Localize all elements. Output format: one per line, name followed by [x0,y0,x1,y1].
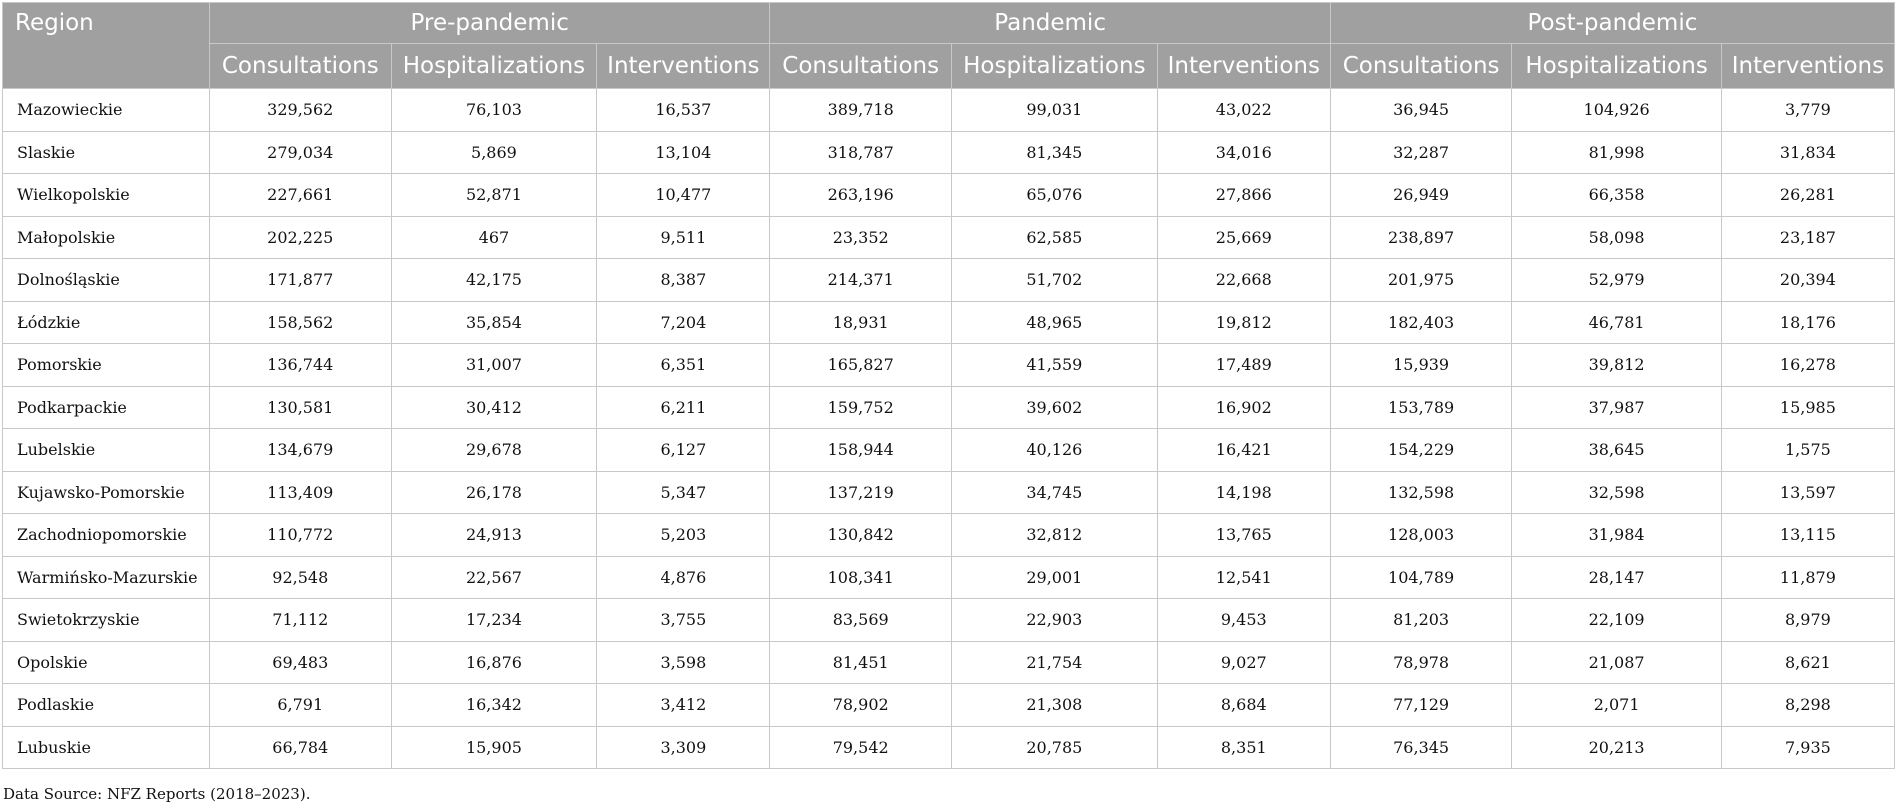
region-cell: Podlaskie [3,684,210,727]
value-cell: 5,869 [391,131,597,174]
value-cell: 25,669 [1157,216,1330,259]
header-subcolumn-row [3,44,1895,89]
subheader-consultations: Consultations [1330,44,1512,89]
value-cell: 20,213 [1512,726,1721,769]
value-cell: 32,812 [951,514,1157,557]
value-cell: 21,754 [951,641,1157,684]
region-cell: Łódzkie [3,301,210,344]
region-cell: Opolskie [3,641,210,684]
value-cell: 11,879 [1721,556,1894,599]
value-cell: 17,234 [391,599,597,642]
value-cell: 31,007 [391,344,597,387]
value-cell: 15,905 [391,726,597,769]
value-cell: 21,308 [951,684,1157,727]
table-row [3,259,1895,302]
subheader-hospitalizations: Hospitalizations [951,44,1157,89]
value-cell: 76,345 [1330,726,1512,769]
value-cell: 81,998 [1512,131,1721,174]
value-cell: 137,219 [770,471,952,514]
value-cell: 29,001 [951,556,1157,599]
value-cell: 78,978 [1330,641,1512,684]
value-cell: 9,511 [597,216,770,259]
value-cell: 467 [391,216,597,259]
region-cell: Podkarpackie [3,386,210,429]
value-cell: 7,204 [597,301,770,344]
value-cell: 24,913 [391,514,597,557]
table-row [3,216,1895,259]
value-cell: 58,098 [1512,216,1721,259]
value-cell: 128,003 [1330,514,1512,557]
value-cell: 83,569 [770,599,952,642]
value-cell: 159,752 [770,386,952,429]
region-cell: Zachodniopomorskie [3,514,210,557]
table-row [3,89,1895,132]
subheader-interventions: Interventions [597,44,770,89]
value-cell: 182,403 [1330,301,1512,344]
value-cell: 2,071 [1512,684,1721,727]
value-cell: 3,779 [1721,89,1894,132]
region-cell: Kujawsko-Pomorskie [3,471,210,514]
value-cell: 104,789 [1330,556,1512,599]
value-cell: 32,598 [1512,471,1721,514]
value-cell: 29,678 [391,429,597,472]
value-cell: 132,598 [1330,471,1512,514]
table-row [3,429,1895,472]
region-cell: Lubelskie [3,429,210,472]
subheader-interventions: Interventions [1721,44,1894,89]
value-cell: 6,791 [209,684,391,727]
value-cell: 10,477 [597,174,770,217]
value-cell: 8,979 [1721,599,1894,642]
subheader-interventions: Interventions [1157,44,1330,89]
value-cell: 279,034 [209,131,391,174]
value-cell: 28,147 [1512,556,1721,599]
subheader-consultations: Consultations [770,44,952,89]
value-cell: 171,877 [209,259,391,302]
value-cell: 5,203 [597,514,770,557]
value-cell: 154,229 [1330,429,1512,472]
header-group-row [3,3,1895,44]
value-cell: 134,679 [209,429,391,472]
table-row [3,471,1895,514]
value-cell: 130,581 [209,386,391,429]
value-cell: 130,842 [770,514,952,557]
value-cell: 6,211 [597,386,770,429]
value-cell: 9,027 [1157,641,1330,684]
regional-data-table [2,2,1895,769]
table-row [3,641,1895,684]
value-cell: 110,772 [209,514,391,557]
value-cell: 40,126 [951,429,1157,472]
value-cell: 7,935 [1721,726,1894,769]
value-cell: 158,562 [209,301,391,344]
value-cell: 79,542 [770,726,952,769]
value-cell: 158,944 [770,429,952,472]
value-cell: 3,598 [597,641,770,684]
table-body [3,89,1895,769]
value-cell: 65,076 [951,174,1157,217]
value-cell: 71,112 [209,599,391,642]
value-cell: 201,975 [1330,259,1512,302]
value-cell: 48,965 [951,301,1157,344]
group-header-pre-pandemic: Pre-pandemic [209,3,769,44]
value-cell: 13,104 [597,131,770,174]
value-cell: 26,281 [1721,174,1894,217]
value-cell: 77,129 [1330,684,1512,727]
table-header [3,3,1895,89]
subheader-consultations: Consultations [209,44,391,89]
value-cell: 34,745 [951,471,1157,514]
value-cell: 227,661 [209,174,391,217]
value-cell: 26,949 [1330,174,1512,217]
value-cell: 13,597 [1721,471,1894,514]
table-row [3,131,1895,174]
value-cell: 3,309 [597,726,770,769]
value-cell: 32,287 [1330,131,1512,174]
value-cell: 22,668 [1157,259,1330,302]
subheader-hospitalizations: Hospitalizations [1512,44,1721,89]
value-cell: 42,175 [391,259,597,302]
value-cell: 9,453 [1157,599,1330,642]
value-cell: 8,621 [1721,641,1894,684]
value-cell: 69,483 [209,641,391,684]
value-cell: 66,784 [209,726,391,769]
value-cell: 52,979 [1512,259,1721,302]
value-cell: 39,812 [1512,344,1721,387]
value-cell: 113,409 [209,471,391,514]
value-cell: 43,022 [1157,89,1330,132]
value-cell: 16,278 [1721,344,1894,387]
value-cell: 52,871 [391,174,597,217]
group-header-pandemic: Pandemic [770,3,1330,44]
table-row [3,174,1895,217]
subheader-hospitalizations: Hospitalizations [391,44,597,89]
value-cell: 238,897 [1330,216,1512,259]
value-cell: 62,585 [951,216,1157,259]
value-cell: 30,412 [391,386,597,429]
table-row [3,301,1895,344]
table-row [3,386,1895,429]
value-cell: 389,718 [770,89,952,132]
value-cell: 39,602 [951,386,1157,429]
value-cell: 78,902 [770,684,952,727]
value-cell: 136,744 [209,344,391,387]
region-cell: Slaskie [3,131,210,174]
value-cell: 23,352 [770,216,952,259]
value-cell: 15,939 [1330,344,1512,387]
value-cell: 329,562 [209,89,391,132]
group-header-post-pandemic: Post-pandemic [1330,3,1894,44]
value-cell: 12,541 [1157,556,1330,599]
value-cell: 16,876 [391,641,597,684]
data-source-note: Data Source: NFZ Reports (2018–2023). [3,785,311,803]
value-cell: 202,225 [209,216,391,259]
value-cell: 66,358 [1512,174,1721,217]
value-cell: 1,575 [1721,429,1894,472]
region-cell: Swietokrzyskie [3,599,210,642]
value-cell: 8,298 [1721,684,1894,727]
value-cell: 99,031 [951,89,1157,132]
table-container [2,2,1895,769]
value-cell: 41,559 [951,344,1157,387]
value-cell: 8,351 [1157,726,1330,769]
region-cell: Małopolskie [3,216,210,259]
value-cell: 16,902 [1157,386,1330,429]
value-cell: 35,854 [391,301,597,344]
value-cell: 16,421 [1157,429,1330,472]
table-row [3,599,1895,642]
value-cell: 18,931 [770,301,952,344]
region-cell: Dolnośląskie [3,259,210,302]
value-cell: 19,812 [1157,301,1330,344]
value-cell: 34,016 [1157,131,1330,174]
value-cell: 6,127 [597,429,770,472]
value-cell: 6,351 [597,344,770,387]
value-cell: 8,684 [1157,684,1330,727]
region-cell: Warmińsko-Mazurskie [3,556,210,599]
value-cell: 263,196 [770,174,952,217]
value-cell: 22,109 [1512,599,1721,642]
value-cell: 76,103 [391,89,597,132]
value-cell: 20,785 [951,726,1157,769]
value-cell: 92,548 [209,556,391,599]
value-cell: 15,985 [1721,386,1894,429]
value-cell: 31,984 [1512,514,1721,557]
value-cell: 22,567 [391,556,597,599]
value-cell: 165,827 [770,344,952,387]
region-cell: Wielkopolskie [3,174,210,217]
value-cell: 26,178 [391,471,597,514]
value-cell: 51,702 [951,259,1157,302]
value-cell: 22,903 [951,599,1157,642]
value-cell: 214,371 [770,259,952,302]
value-cell: 81,451 [770,641,952,684]
value-cell: 8,387 [597,259,770,302]
value-cell: 108,341 [770,556,952,599]
value-cell: 14,198 [1157,471,1330,514]
value-cell: 13,115 [1721,514,1894,557]
table-row [3,726,1895,769]
table-row [3,684,1895,727]
value-cell: 17,489 [1157,344,1330,387]
value-cell: 31,834 [1721,131,1894,174]
table-row [3,344,1895,387]
value-cell: 38,645 [1512,429,1721,472]
value-cell: 23,187 [1721,216,1894,259]
value-cell: 3,755 [597,599,770,642]
region-cell: Mazowieckie [3,89,210,132]
value-cell: 81,345 [951,131,1157,174]
table-row [3,514,1895,557]
value-cell: 36,945 [1330,89,1512,132]
value-cell: 153,789 [1330,386,1512,429]
value-cell: 81,203 [1330,599,1512,642]
region-cell: Lubuskie [3,726,210,769]
value-cell: 318,787 [770,131,952,174]
value-cell: 20,394 [1721,259,1894,302]
value-cell: 104,926 [1512,89,1721,132]
region-header: Region [3,3,210,89]
value-cell: 4,876 [597,556,770,599]
value-cell: 16,342 [391,684,597,727]
value-cell: 13,765 [1157,514,1330,557]
value-cell: 3,412 [597,684,770,727]
value-cell: 16,537 [597,89,770,132]
value-cell: 21,087 [1512,641,1721,684]
value-cell: 5,347 [597,471,770,514]
value-cell: 37,987 [1512,386,1721,429]
value-cell: 18,176 [1721,301,1894,344]
table-row [3,556,1895,599]
value-cell: 46,781 [1512,301,1721,344]
region-cell: Pomorskie [3,344,210,387]
value-cell: 27,866 [1157,174,1330,217]
